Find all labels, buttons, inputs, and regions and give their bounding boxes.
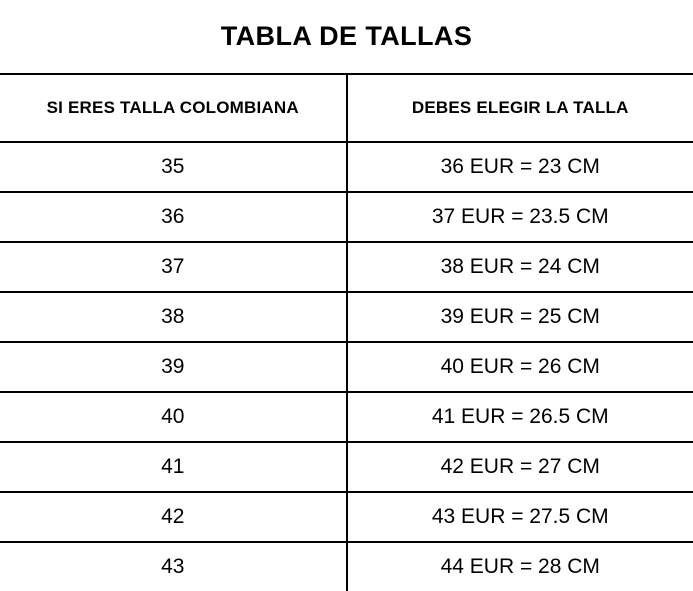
- cell-colombian-size: 37: [0, 242, 347, 292]
- cell-equivalent-size: 44 EUR = 28 CM: [347, 542, 693, 591]
- title-row: [0, 0, 693, 74]
- cell-equivalent-size: 38 EUR = 24 CM: [347, 242, 693, 292]
- table-row: [0, 142, 693, 192]
- page-title: TABLA DE TALLAS: [0, 0, 693, 74]
- cell-colombian-size: 41: [0, 442, 347, 492]
- table-row: [0, 392, 693, 442]
- column-header-colombian-size: SI ERES TALLA COLOMBIANA: [0, 74, 347, 142]
- cell-colombian-size: 39: [0, 342, 347, 392]
- table-row: [0, 192, 693, 242]
- cell-equivalent-size: 42 EUR = 27 CM: [347, 442, 693, 492]
- cell-equivalent-size: 41 EUR = 26.5 CM: [347, 392, 693, 442]
- table-header-row: [0, 74, 693, 142]
- cell-equivalent-size: 40 EUR = 26 CM: [347, 342, 693, 392]
- cell-colombian-size: 38: [0, 292, 347, 342]
- cell-colombian-size: 40: [0, 392, 347, 442]
- table-row: [0, 542, 693, 591]
- cell-colombian-size: 43: [0, 542, 347, 591]
- cell-colombian-size: 36: [0, 192, 347, 242]
- cell-colombian-size: 35: [0, 142, 347, 192]
- cell-equivalent-size: 43 EUR = 27.5 CM: [347, 492, 693, 542]
- cell-equivalent-size: 39 EUR = 25 CM: [347, 292, 693, 342]
- table-row: [0, 242, 693, 292]
- table-row: [0, 292, 693, 342]
- cell-equivalent-size: 36 EUR = 23 CM: [347, 142, 693, 192]
- table-row: [0, 492, 693, 542]
- table-row: [0, 442, 693, 492]
- table-row: [0, 342, 693, 392]
- column-header-chosen-size: DEBES ELEGIR LA TALLA: [347, 74, 693, 142]
- cell-equivalent-size: 37 EUR = 23.5 CM: [347, 192, 693, 242]
- cell-colombian-size: 42: [0, 492, 347, 542]
